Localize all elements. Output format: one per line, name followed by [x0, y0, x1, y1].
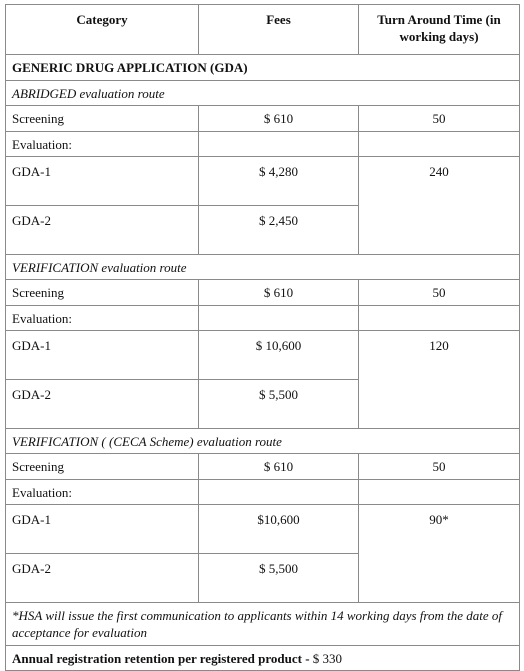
screening-time: 50 [359, 106, 520, 132]
gda1-row [6, 157, 520, 206]
gda2-fee: $ 2,450 [199, 206, 359, 255]
section-row [6, 55, 520, 81]
route-title: VERIFICATION evaluation route [6, 255, 520, 280]
gda2-fee: $ 5,500 [199, 554, 359, 603]
gda2-label: GDA-2 [6, 380, 199, 429]
gda1-fee: $ 4,280 [199, 157, 359, 206]
footer-row [6, 646, 520, 671]
screening-time: 50 [359, 280, 520, 306]
screening-time: 50 [359, 454, 520, 480]
route-title: VERIFICATION ( (CECA Scheme) evaluation route [6, 429, 520, 454]
screening-row [6, 106, 520, 132]
evaluation-time-empty [359, 132, 520, 157]
route-title-row [6, 429, 520, 454]
header-fees: Fees [199, 5, 359, 55]
evaluation-fee-empty [199, 480, 359, 505]
gda1-label: GDA-1 [6, 505, 199, 554]
footnote: *HSA will issue the first communication to applicants within 14 working days from the date of acceptance for evaluation [6, 603, 520, 646]
fees-table [5, 4, 520, 671]
retention-label: Annual registration retention per registered product - [12, 650, 310, 666]
gda1-row [6, 505, 520, 554]
screening-label: Screening [6, 106, 199, 132]
evaluation-row [6, 132, 520, 157]
evaluation-time-empty [359, 480, 520, 505]
evaluation-label: Evaluation: [6, 132, 199, 157]
route-title-row [6, 81, 520, 106]
evaluation-fee-empty [199, 306, 359, 331]
gda2-label: GDA-2 [6, 206, 199, 255]
gda1-row [6, 331, 520, 380]
evaluation-row [6, 306, 520, 331]
screening-fee: $ 610 [199, 106, 359, 132]
header-category: Category [6, 5, 199, 55]
evaluation-time: 120 [359, 331, 520, 429]
gda1-fee: $ 10,600 [199, 331, 359, 380]
gda1-fee: $10,600 [199, 505, 359, 554]
header-turnaround: Turn Around Time (in working days) [359, 5, 520, 55]
retention-cell [6, 646, 520, 671]
section-title: GENERIC DRUG APPLICATION (GDA) [6, 55, 520, 81]
screening-fee: $ 610 [199, 280, 359, 306]
evaluation-time: 240 [359, 157, 520, 255]
evaluation-row [6, 480, 520, 505]
evaluation-label: Evaluation: [6, 306, 199, 331]
screening-fee: $ 610 [199, 454, 359, 480]
gda2-label: GDA-2 [6, 554, 199, 603]
gda1-label: GDA-1 [6, 157, 199, 206]
evaluation-time: 90* [359, 505, 520, 603]
gda1-label: GDA-1 [6, 331, 199, 380]
screening-label: Screening [6, 280, 199, 306]
evaluation-time-empty [359, 306, 520, 331]
screening-row [6, 280, 520, 306]
note-row [6, 603, 520, 646]
header-row [6, 5, 520, 55]
screening-row [6, 454, 520, 480]
evaluation-label: Evaluation: [6, 480, 199, 505]
route-title: ABRIDGED evaluation route [6, 81, 520, 106]
route-title-row [6, 255, 520, 280]
gda2-fee: $ 5,500 [199, 380, 359, 429]
screening-label: Screening [6, 454, 199, 480]
retention-fee: $ 330 [312, 650, 343, 666]
evaluation-fee-empty [199, 132, 359, 157]
